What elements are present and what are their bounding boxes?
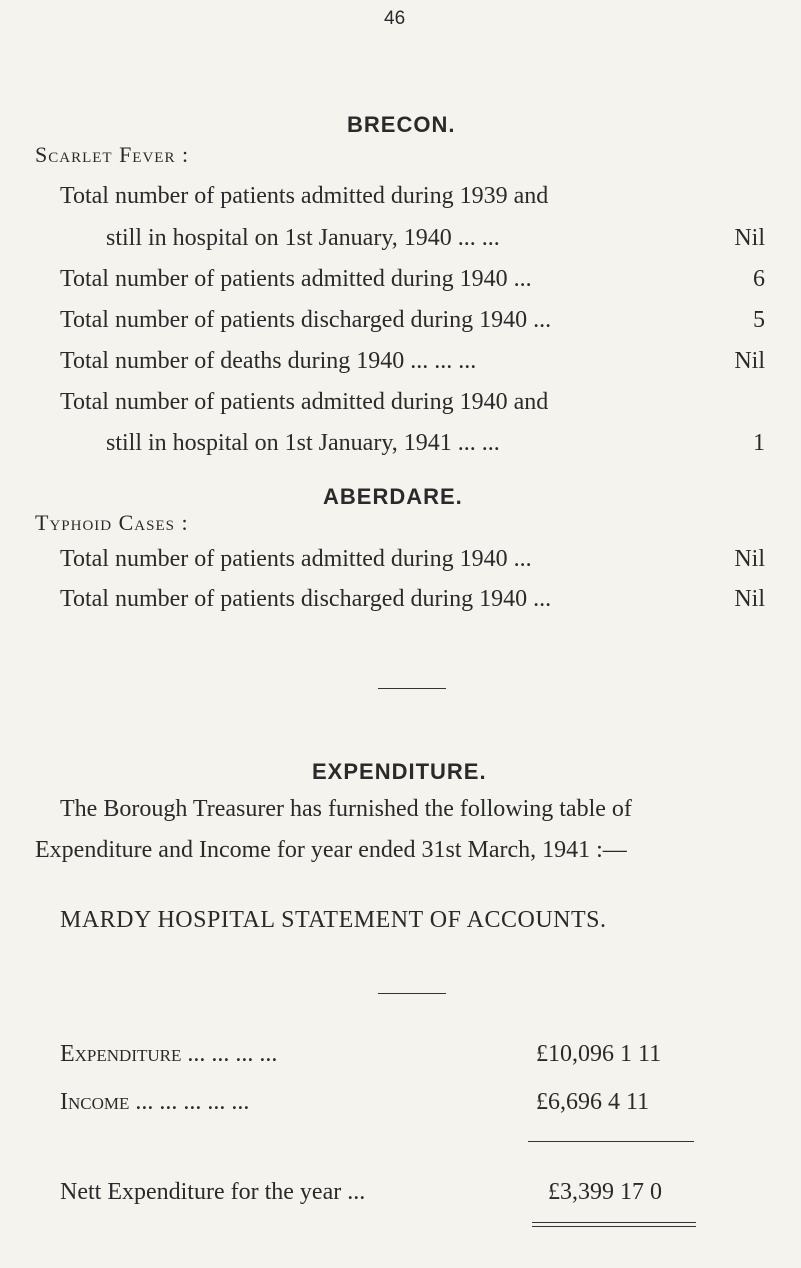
- net-expenditure-amount: £3,399 17 0: [548, 1179, 662, 1205]
- brecon-row-5-value: 1: [753, 430, 765, 456]
- expenditure-row-label: Expenditure ... ... ... ...: [60, 1041, 278, 1067]
- brecon-row-3-value: 5: [753, 307, 765, 333]
- statement-divider: [378, 993, 446, 994]
- income-row-label: Income ... ... ... ... ...: [60, 1089, 250, 1115]
- brecon-row-4-value: Nil: [734, 348, 765, 374]
- brecon-heading: BRECON.: [347, 112, 456, 137]
- expenditure-row-amount: £10,096 1 11: [536, 1041, 662, 1067]
- income-row-amount: £6,696 4 11: [536, 1089, 650, 1115]
- aberdare-row-2-value: Nil: [734, 586, 765, 612]
- brecon-row-1-line1: Total number of patients admitted during 1939 and: [60, 183, 549, 209]
- expenditure-paragraph-line2: Expenditure and Income for year ended 31st March, 1941 :—: [35, 837, 627, 863]
- expenditure-heading: EXPENDITURE.: [312, 759, 487, 784]
- brecon-row-5-line1: Total number of patients admitted during 1940 and: [60, 389, 549, 415]
- brecon-row-5-line2: still in hospital on 1st January, 1941 ... ...: [106, 430, 500, 456]
- brecon-row-2-line1: Total number of patients admitted during 1940 ...: [60, 266, 532, 292]
- brecon-row-3-line1: Total number of patients discharged during 1940 ...: [60, 307, 552, 333]
- total-double-rule-top: [532, 1222, 696, 1223]
- brecon-row-4-line1: Total number of deaths during 1940 ... ... ...: [60, 348, 477, 374]
- brecon-row-1-value: Nil: [734, 225, 765, 251]
- aberdare-row-1-line1: Total number of patients admitted during 1940 ...: [60, 546, 532, 572]
- page-number: 46: [384, 8, 406, 29]
- aberdare-row-2-line1: Total number of patients discharged during 1940 ...: [60, 586, 552, 612]
- aberdare-row-1-value: Nil: [734, 546, 765, 572]
- sum-rule: [528, 1141, 694, 1142]
- total-double-rule-bottom: [532, 1226, 696, 1227]
- net-expenditure-label: Nett Expenditure for the year ...: [60, 1179, 366, 1205]
- aberdare-heading: ABERDARE.: [323, 484, 463, 509]
- brecon-row-2-value: 6: [753, 266, 765, 292]
- statement-title: MARDY HOSPITAL STATEMENT OF ACCOUNTS.: [60, 907, 607, 933]
- expenditure-paragraph-line1: The Borough Treasurer has furnished the following table of: [60, 796, 632, 822]
- scarlet-fever-section: Scarlet Fever :: [35, 142, 190, 167]
- typhoid-section: Typhoid Cases :: [35, 510, 189, 535]
- brecon-row-1-line2: still in hospital on 1st January, 1940 ... ...: [106, 225, 500, 251]
- section-divider: [378, 688, 446, 689]
